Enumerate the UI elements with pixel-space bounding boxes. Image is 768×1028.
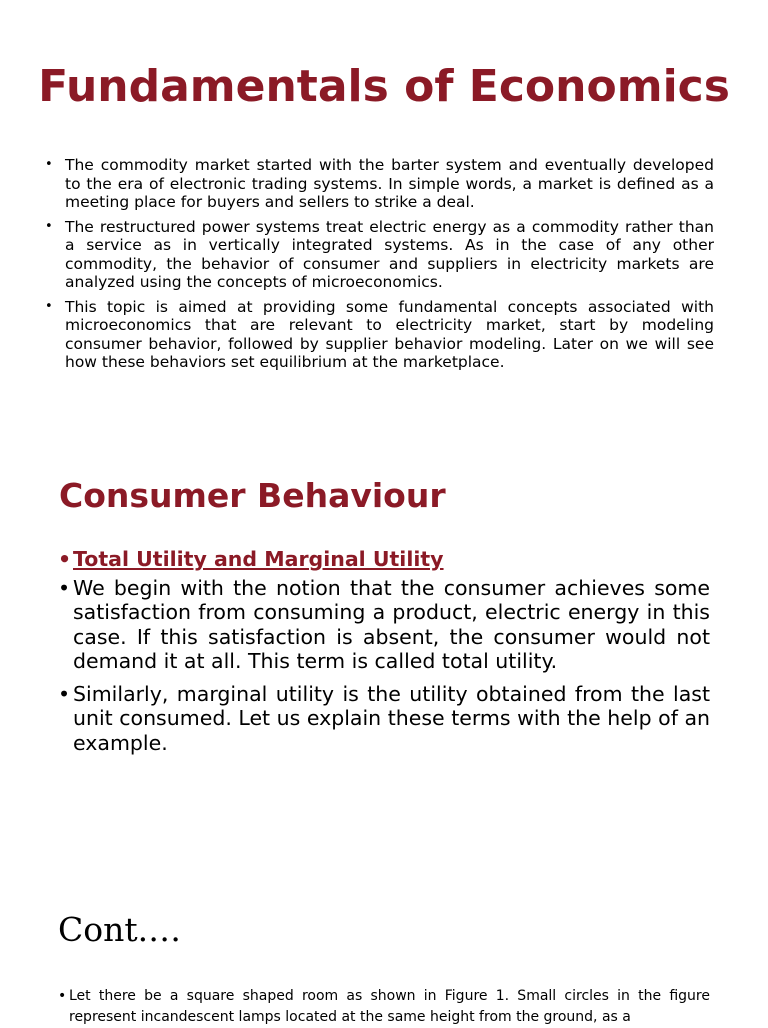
bullet-restructured-power: • The restructured power systems treat electric energy as a commodity rather than a service as in vertically integrated systems. As in the case of any other commodity, the behavior of consumer and suppliers in electricity markets are analyzed using the concepts of microeconomics. [42,218,714,292]
bullet-total-utility: • We begin with the notion that the consumer achieves some satisfaction from consuming a product, electric energy in this case. If this satisfaction is absent, the consumer would not demand it at all. This term is called total utility. [58,576,710,674]
heading-consumer-behaviour: Consumer Behaviour [59,476,446,515]
subheading-utility: • Total Utility and Marginal Utility [58,547,710,572]
bullet-square-room: • Let there be a square shaped room as shown in Figure 1. Small circles in the figure represent incandescent lamps located at the same height from the ground, as a [58,986,710,1028]
bullet-commodity-market: • The commodity market started with the barter system and eventually developed to the era of electronic trading systems. In simple words, a market is defined as a meeting place for buyers and sellers to strike a deal. [42,156,714,212]
bullet-topic-aim: • This topic is aimed at providing some fundamental concepts associated with microeconomics that are relevant to electricity market, start by modeling consumer behavior, followed by supplier behavior modeling. Later on we will see how these behaviors set equilibrium at the marketplace. [42,298,714,372]
bullet-marginal-utility: • Similarly, marginal utility is the utility obtained from the last unit consumed. Let us explain these terms with the help of an example. [58,682,710,756]
heading-cont: Cont.… [58,910,182,949]
slide-title-fundamentals: Fundamentals of Economics [38,61,730,113]
intro-bullet-list [42,156,714,378]
cont-bullet-list [58,986,710,1028]
consumer-bullet-list [58,547,710,763]
